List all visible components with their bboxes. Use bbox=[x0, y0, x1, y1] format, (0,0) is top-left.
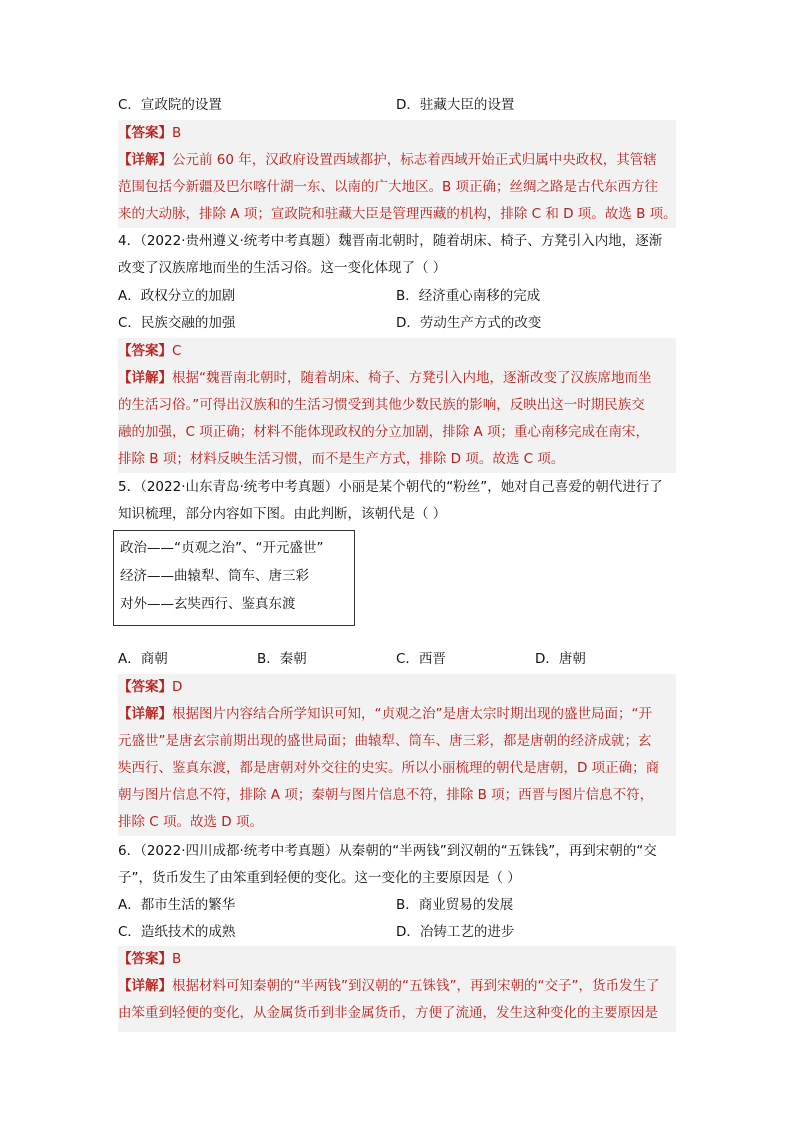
q5-detail-line: 排除 C 项。故选 D 项。 bbox=[118, 814, 263, 830]
q3-option-c: C．宣政院的设置 bbox=[118, 97, 222, 113]
q6-option-c: C．造纸技术的成熟 bbox=[118, 924, 236, 940]
q6-option-d: D．冶铸工艺的进步 bbox=[396, 924, 515, 940]
info-box-line: 对外——玄奘西行、鉴真东渡 bbox=[120, 596, 296, 612]
q6-detail-line: 由笨重到轻便的变化，从金属货币到非金属货币，方便了流通，发生这种变化的主要原因是 bbox=[118, 1005, 658, 1021]
answer-value: B bbox=[172, 125, 182, 141]
q5-option-d: D．唐朝 bbox=[535, 651, 586, 667]
q5-detail-line: 元盛世”是唐玄宗前期出现的盛世局面；曲辕犁、筒车、唐三彩，都是唐朝的经济成就；玄 bbox=[118, 733, 652, 749]
q4-option-a: A．政权分立的加剧 bbox=[118, 288, 236, 304]
q6-stem-line: 子”，货币发生了由笨重到轻便的变化。这一变化的主要原因是（ ） bbox=[118, 870, 521, 886]
q4-stem-line: 改变了汉族席地而坐的生活习俗。这一变化体现了（ ） bbox=[118, 260, 447, 276]
q5-detail-line: 奘西行、鉴真东渡，都是唐朝对外交往的史实。所以小丽梳理的朝代是唐朝，D 项正确；商 bbox=[118, 760, 660, 776]
q3-detail-line: 范围包括今新疆及巴尔喀什湖一东、以南的广大地区。B 项正确；丝绸之路是古代东西方往 bbox=[118, 179, 659, 195]
answer-tag: 【答案】 bbox=[118, 125, 172, 141]
q4-detail-line: 融的加强，C 项正确；材料不能体现政权的分立加剧，排除 A 项；重心南移完成在南宋， bbox=[118, 424, 650, 440]
q5-option-a: A．商朝 bbox=[118, 651, 168, 667]
q3-detail-line: 来的大动脉，排除 A 项；宣政院和驻藏大臣是管理西藏的机构，排除 C 和 D 项。故选 B 项。 bbox=[118, 206, 677, 222]
q4-option-b: B．经济重心南移的完成 bbox=[396, 288, 541, 304]
q5-stem-line: 知识梳理，部分内容如下图。由此判断，该朝代是（ ） bbox=[118, 506, 447, 522]
q5-info-box bbox=[113, 530, 355, 626]
q6-answer: 【答案】B bbox=[118, 951, 182, 967]
detail-tag: 【详解】 bbox=[118, 152, 172, 168]
q6-stem-line: 6．（2022·四川成都·统考中考真题）从秦朝的“半两钱”到汉朝的“五铢钱”，再到宋朝的“交 bbox=[118, 843, 657, 859]
q3-detail-line: 【详解】公元前 60 年，汉政府设置西域都护，标志着西域开始正式归属中央政权，其管辖 bbox=[118, 152, 657, 168]
q6-option-a: A．都市生活的繁华 bbox=[118, 897, 236, 913]
info-box-line: 政治——“贞观之治”、“开元盛世” bbox=[120, 540, 324, 556]
q3-answer bbox=[118, 120, 181, 147]
q4-detail-line: 排除 B 项；材料反映生活习惯，而不是生产方式，排除 D 项。故选 C 项。 bbox=[118, 451, 565, 467]
q5-answer: 【答案】D bbox=[118, 679, 183, 695]
q6-option-b: B．商业贸易的发展 bbox=[396, 897, 514, 913]
q4-stem-line: 4．（2022·贵州遵义·统考中考真题）魏晋南北朝时，随着胡床、椅子、方凳引入内地，逐渐 bbox=[118, 233, 663, 249]
q3-option-d: D．驻藏大臣的设置 bbox=[396, 97, 515, 113]
info-box-line: 经济——曲辕犁、筒车、唐三彩 bbox=[120, 568, 309, 584]
q4-detail-line: 【详解】根据“魏晋南北朝时，随着胡床、椅子、方凳引入内地，逐渐改变了汉族席地而坐 bbox=[118, 370, 652, 386]
q5-option-b: B．秦朝 bbox=[257, 651, 307, 667]
q4-option-c: C．民族交融的加强 bbox=[118, 315, 236, 331]
q6-detail-line: 【详解】根据材料可知秦朝的“半两钱”到汉朝的“五铢钱”，再到宋朝的“交子”，货币发生了 bbox=[118, 978, 660, 994]
q5-detail-line: 【详解】根据图片内容结合所学知识可知，“贞观之治”是唐太宗时期出现的盛世局面；“开 bbox=[118, 706, 652, 722]
q4-answer: 【答案】C bbox=[118, 343, 182, 359]
q5-stem-line: 5．（2022·山东青岛·统考中考真题）小丽是某个朝代的“粉丝”，她对自己喜爱的朝代进行了 bbox=[118, 479, 663, 495]
q5-option-c: C．西晋 bbox=[396, 651, 446, 667]
q4-detail-line: 的生活习俗。”可得出汉族和的生活习惯受到其他少数民族的影响，反映出这一时期民族交 bbox=[118, 397, 645, 413]
q4-option-d: D．劳动生产方式的改变 bbox=[396, 315, 542, 331]
q5-detail-line: 朝与图片信息不符，排除 A 项；秦朝与图片信息不符，排除 B 项；西晋与图片信息不符， bbox=[118, 787, 654, 803]
